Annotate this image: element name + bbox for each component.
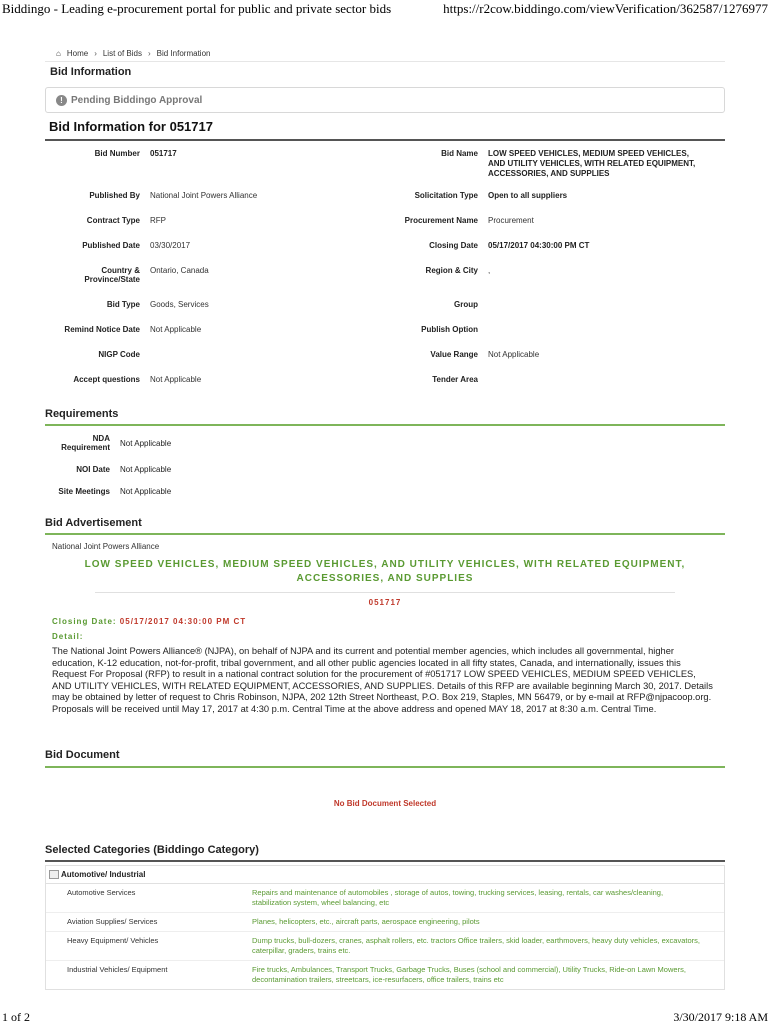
requirement-row — [45, 457, 171, 479]
breadcrumb-separator-icon: › — [94, 49, 97, 58]
print-page-title: Biddingo - Leading e-procurement portal for public and private sector bids — [2, 1, 392, 16]
field-label: Country & Province/State — [84, 266, 140, 284]
field-label: NIGP Code — [98, 350, 140, 359]
section-title-requirements: Requirements — [45, 408, 725, 426]
requirement-row — [45, 429, 171, 457]
tender-area-value — [488, 363, 725, 388]
info-row — [45, 183, 725, 204]
field-label: Closing Date — [429, 241, 478, 250]
field-label: NOI Date — [76, 465, 110, 474]
category-description: Planes, helicopters, etc., aircraft parts, aerospace engineering, pilots — [252, 917, 480, 926]
field-label: Site Meetings — [58, 487, 110, 496]
print-page-number: 1 of 2 — [2, 1010, 30, 1024]
section-title-bid-document: Bid Document — [45, 749, 725, 768]
info-row — [45, 338, 725, 363]
category-row — [46, 932, 724, 961]
field-label: Group — [454, 300, 478, 309]
category-description: Fire trucks, Ambulances, Transport Trucks, Garbage Trucks, Buses (school and commercial), Utility Trucks, Ride-on Lawn Mowers, decontamination trailers, streetcars, ice-resurfacers, office trailers, trains etc — [252, 965, 686, 984]
category-name: Automotive Services — [67, 888, 136, 897]
divider — [95, 592, 675, 593]
requirements-table — [45, 429, 171, 501]
info-row — [45, 204, 725, 229]
accept-questions-value: Not Applicable — [150, 375, 202, 384]
bid-number-value: 051717 — [150, 149, 177, 158]
field-label: Bid Name — [441, 149, 478, 158]
field-label: Publish Option — [421, 325, 478, 334]
info-row — [45, 229, 725, 254]
page-title: Bid Information for 051717 — [45, 119, 725, 141]
category-row — [46, 961, 724, 989]
info-icon: ! — [56, 95, 67, 106]
field-label: Solicitation Type — [414, 191, 478, 200]
field-label: Bid Type — [106, 300, 140, 309]
section-title-selected-categories: Selected Categories (Biddingo Category) — [45, 844, 725, 862]
field-label: Published Date — [82, 241, 140, 250]
advertisement-detail-text: The National Joint Powers Alliance® (NJPA), on behalf of NJPA and its current and potential member agencies, which includes all governmental, higher education, K-12 education, not-for-profit, tribal government, and all other public agencies located in all fifty states, Canada, and internationally, issues this Request For Proposal (RFP) to result in a national contract solution for the procurement of #051717 LOW SPEED VEHICLES, MEDIUM SPEED VEHICLES, AND UTILITY VEHICLES, WITH RELATED EQUIPMENT, ACCESSORIES, AND SUPPLIES. Details of this RFP are available beginning March 30, 2017. Details may be obtained by letter of request to Chris Robinson, NJPA, 202 12th Street Northeast, P.O. Box 219, Staples, MN 56479, or by e-mail at RFP@njpacoop.org. Proposals will be received until May 17, 2017 at 4:30 p.m. Central Time at the above address and opened MAY 18, 2017 at 8:30 a.m. Central Time. — [52, 646, 713, 714]
bid-info-table — [45, 145, 725, 388]
region-value: , — [488, 266, 491, 275]
published-date-value: 03/30/2017 — [150, 241, 191, 250]
breadcrumb — [45, 46, 725, 61]
breadcrumb-separator-icon: › — [148, 49, 151, 58]
field-label: Accept questions — [73, 375, 140, 384]
field-label: Published By — [89, 191, 140, 200]
print-datetime: 3/30/2017 9:18 AM — [673, 1010, 768, 1024]
advertisement-bid-number: 051717 — [368, 598, 402, 607]
page-content — [45, 46, 725, 990]
categories-list — [45, 865, 725, 990]
field-label: Bid Number — [94, 149, 140, 158]
print-footer — [0, 1010, 770, 1024]
breadcrumb-home[interactable]: Home — [66, 49, 89, 58]
category-name: Industrial Vehicles/ Equipment — [67, 965, 168, 974]
info-row — [45, 313, 725, 338]
section-title-bid-information: Bid Information — [45, 61, 725, 83]
pending-approval-text: Pending Biddingo Approval — [71, 94, 203, 106]
remind-notice-value: Not Applicable — [150, 325, 202, 334]
noi-value: Not Applicable — [120, 465, 172, 474]
nigp-code-value — [150, 338, 370, 363]
category-group — [46, 866, 724, 884]
detail-label: Detail: — [52, 632, 84, 641]
field-label: Procurement Name — [404, 216, 478, 225]
info-row — [45, 254, 725, 288]
closing-date-value: 05/17/2017 04:30:00 PM CT — [488, 241, 590, 250]
bid-name-value: LOW SPEED VEHICLES, MEDIUM SPEED VEHICLES, AND UTILITY VEHICLES, WITH RELATED EQUIPMENT, ACCESSORIES, AND SUPPLIES — [488, 149, 696, 178]
published-by-value: National Joint Powers Alliance — [150, 191, 258, 200]
info-row — [45, 363, 725, 388]
closing-label: Closing Date: — [52, 617, 117, 626]
field-label: Contract Type — [86, 216, 140, 225]
closing-date: 05/17/2017 04:30:00 PM CT — [119, 617, 247, 626]
bid-type-value: Goods, Services — [150, 300, 209, 309]
home-icon[interactable]: ⌂ — [56, 49, 61, 58]
country-value: Ontario, Canada — [150, 266, 209, 275]
field-label: Value Range — [430, 350, 478, 359]
advertisement-closing — [52, 617, 725, 626]
category-row — [46, 913, 724, 932]
print-page-url: https://r2cow.biddingo.com/viewVerification/362587/1276977 — [443, 1, 768, 16]
breadcrumb-list-of-bids[interactable]: List of Bids — [102, 49, 142, 58]
solicitation-type-value: Open to all suppliers — [488, 191, 568, 200]
nda-value: Not Applicable — [120, 438, 172, 448]
field-label: Region & City — [425, 266, 478, 275]
publish-option-value — [488, 313, 725, 338]
advertisement-headline: LOW SPEED VEHICLES, MEDIUM SPEED VEHICLES, AND UTILITY VEHICLES, WITH RELATED EQUIPMENT, ACCESSORIES, AND SUPPLIES — [84, 559, 686, 584]
breadcrumb-current: Bid Information — [156, 49, 211, 58]
procurement-name-value: Procurement — [488, 216, 534, 225]
no-bid-document-message: No Bid Document Selected — [333, 799, 437, 808]
field-label: NDA Requirement — [61, 434, 110, 452]
group-value — [488, 288, 725, 313]
field-label: Tender Area — [432, 375, 478, 384]
requirement-row — [45, 479, 171, 501]
category-group-label: Automotive/ Industrial — [61, 870, 146, 879]
advertisement-organization: National Joint Powers Alliance — [52, 542, 160, 551]
category-description: Dump trucks, bull-dozers, cranes, asphalt rollers, etc. tractors Office trailers, skid loader, earthmovers, heavy duty vehicles, excavators, caterpillar, graders, trains etc. — [252, 936, 700, 955]
pending-approval-banner — [45, 87, 725, 113]
category-name: Heavy Equipment/ Vehicles — [67, 936, 159, 945]
category-description: Repairs and maintenance of automobiles , storage of autos, towing, trucking services, leasing, rentals, car washes/cleaning, stabilization system, wheel balancing, etc — [252, 888, 664, 907]
category-row — [46, 884, 724, 913]
field-label: Remind Notice Date — [64, 325, 140, 334]
folder-icon — [49, 870, 59, 879]
info-row — [45, 145, 725, 183]
section-title-bid-advertisement: Bid Advertisement — [45, 517, 725, 535]
site-meetings-value: Not Applicable — [120, 487, 172, 496]
info-row — [45, 288, 725, 313]
print-header — [0, 0, 770, 20]
contract-type-value: RFP — [150, 216, 166, 225]
value-range-value: Not Applicable — [488, 350, 540, 359]
category-name: Aviation Supplies/ Services — [67, 917, 158, 926]
